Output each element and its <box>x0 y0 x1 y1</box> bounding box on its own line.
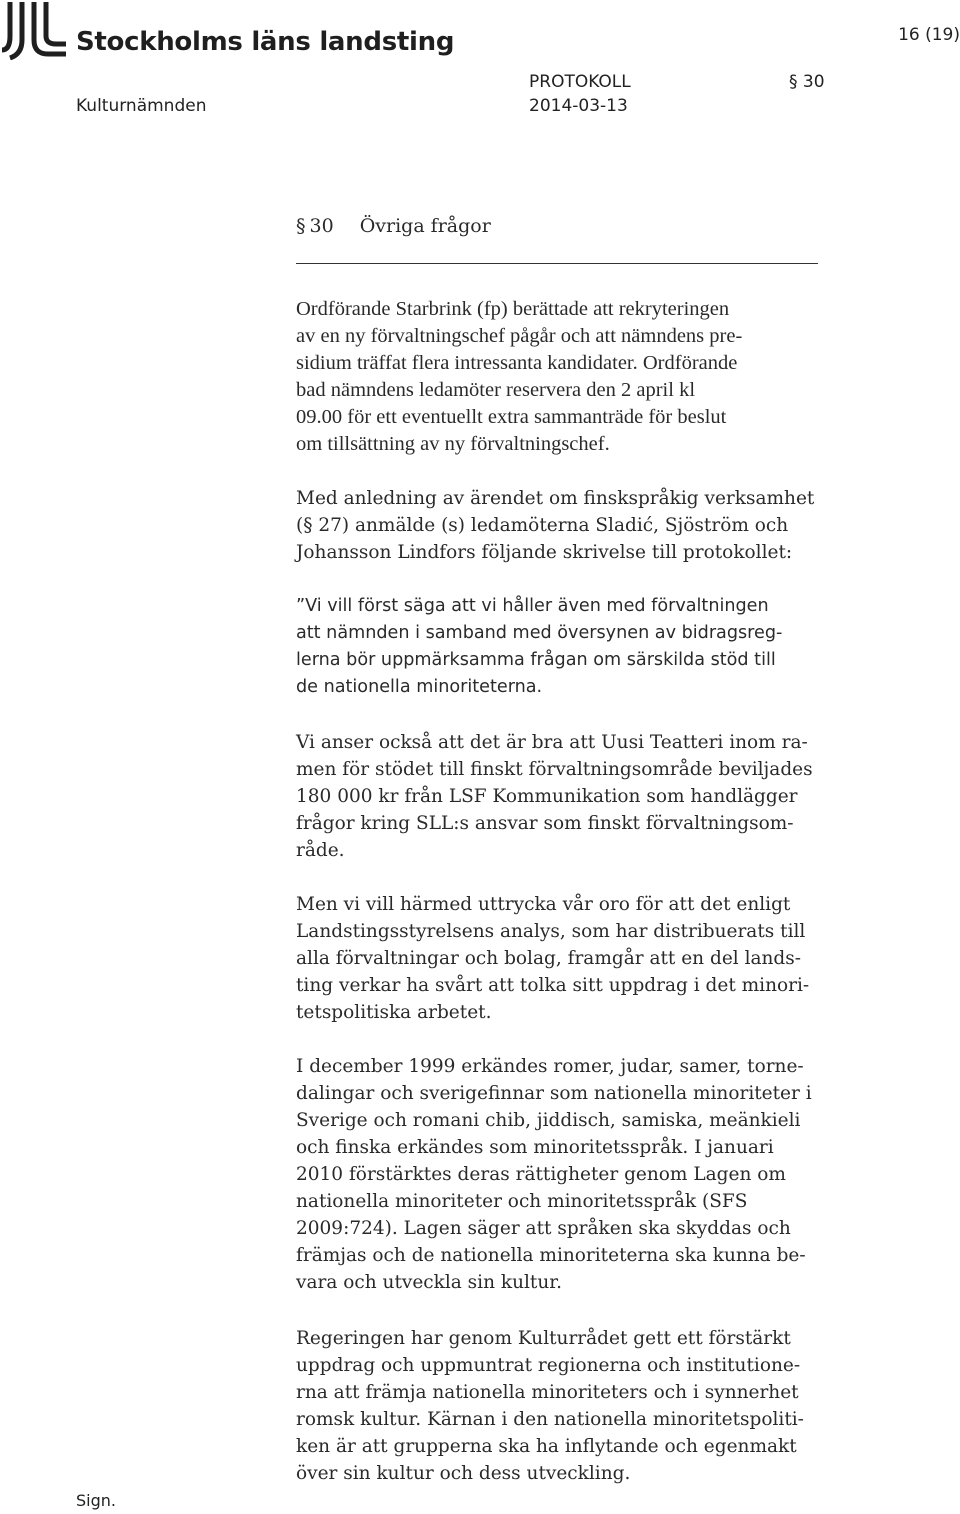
paragraph-line: Men vi vill härmed uttrycka vår oro för att det enligt <box>296 894 791 915</box>
paragraph-line: romsk kultur. Kärnan i den nationella minoritetspoliti- <box>296 1409 804 1430</box>
paragraph-line: Regeringen har genom Kulturrådet gett ett förstärkt <box>296 1328 791 1349</box>
paragraph-line: men för stödet till finskt förvaltningsområde beviljades <box>296 759 813 780</box>
section-title: Övriga frågor <box>359 215 491 237</box>
section-symbol: § <box>296 215 306 237</box>
paragraph-line: dalingar och sverigefinnar som nationella minoriteter i <box>296 1083 812 1104</box>
paragraph-line: nationella minoriteter och minoritetsspråk (SFS <box>296 1191 748 1212</box>
logo-text: Stockholms läns landsting <box>76 27 455 57</box>
paragraph-line: Johansson Lindfors följande skrivelse till protokollet: <box>296 542 793 563</box>
paragraph-line: Ordförande Starbrink (fp) berättade att rekryteringen <box>296 298 730 320</box>
committee-name: Kulturnämnden <box>76 96 207 116</box>
paragraph-4 <box>296 729 826 864</box>
paragraph-3 <box>296 593 826 701</box>
paragraph-line: Med anledning av ärendet om finskspråkig verksamhet <box>296 488 815 509</box>
paragraph-line: vara och utveckla sin kultur. <box>296 1272 562 1293</box>
paragraph-line: sidium träffat flera intressanta kandidater. Ordförande <box>296 352 738 374</box>
section-heading <box>296 215 491 237</box>
paragraph-2 <box>296 485 826 566</box>
paragraph-line: ting verkar ha svårt att tolka sitt uppdrag i det minori- <box>296 975 810 996</box>
paragraph-line: frågor kring SLL:s ansvar som finskt förvaltningsom- <box>296 813 794 834</box>
paragraph-line: lerna bör uppmärksamma frågan om särskilda stöd till <box>296 650 776 670</box>
paragraph-line: ”Vi vill först säga att vi håller även med förvaltningen <box>296 596 769 616</box>
section-number: 30 <box>309 215 334 237</box>
paragraph-line: och finska erkändes som minoritetsspråk. I januari <box>296 1137 774 1158</box>
heading-divider <box>296 263 818 264</box>
paragraph-5 <box>296 891 826 1026</box>
paragraph-line: 2009:724). Lagen säger att språken ska skyddas och <box>296 1218 791 1239</box>
paragraph-line: tetspolitiska arbetet. <box>296 1002 492 1023</box>
paragraph-line: uppdrag och uppmuntrat regionerna och institutione- <box>296 1355 801 1376</box>
paragraph-line: Sverige och romani chib, jiddisch, samiska, meänkieli <box>296 1110 801 1131</box>
paragraph-line: om tillsättning av ny förvaltningschef. <box>296 433 610 455</box>
paragraph-line: alla förvaltningar och bolag, framgår att en del lands- <box>296 948 802 969</box>
document-date: 2014-03-13 <box>529 96 628 116</box>
paragraph-line: Vi anser också att det är bra att Uusi Teatteri inom ra- <box>296 732 808 753</box>
paragraph-line: Landstingsstyrelsens analys, som har distribuerats till <box>296 921 806 942</box>
sll-logo <box>0 0 470 62</box>
paragraph-reference: § 30 <box>789 72 825 92</box>
paragraph-line: de nationella minoriteterna. <box>296 677 543 697</box>
paragraph-7 <box>296 1325 826 1487</box>
paragraph-6 <box>296 1053 826 1296</box>
paragraph-line: 09.00 för ett eventuellt extra sammanträde för beslut <box>296 406 727 428</box>
paragraph-line: av en ny förvaltningschef pågår och att nämndens pre- <box>296 325 743 347</box>
paragraph-line: rna att främja nationella minoriteters och i synnerhet <box>296 1382 799 1403</box>
paragraph-1 <box>296 296 826 458</box>
paragraph-line: att nämnden i samband med översynen av bidragsreg- <box>296 623 783 643</box>
paragraph-line: råde. <box>296 840 345 861</box>
sign-label: Sign. <box>76 1491 116 1510</box>
paragraph-line: (§ 27) anmälde (s) ledamöterna Sladić, Sjöström och <box>296 515 789 536</box>
paragraph-line: över sin kultur och dess utveckling. <box>296 1463 631 1484</box>
paragraph-line: bad nämndens ledamöter reservera den 2 april kl <box>296 379 696 401</box>
page-number: 16 (19) <box>898 25 960 45</box>
paragraph-line: ken är att grupperna ska ha inflytande och egenmakt <box>296 1436 797 1457</box>
paragraph-line: 180 000 kr från LSF Kommunikation som handlägger <box>296 786 798 807</box>
paragraph-line: 2010 förstärktes deras rättigheter genom Lagen om <box>296 1164 786 1185</box>
paragraph-line: I december 1999 erkändes romer, judar, samer, torne- <box>296 1056 804 1077</box>
paragraph-line: främjas och de nationella minoriteterna ska kunna be- <box>296 1245 806 1266</box>
document-type: PROTOKOLL <box>529 72 631 92</box>
sll-logo-mark-icon <box>0 0 70 60</box>
